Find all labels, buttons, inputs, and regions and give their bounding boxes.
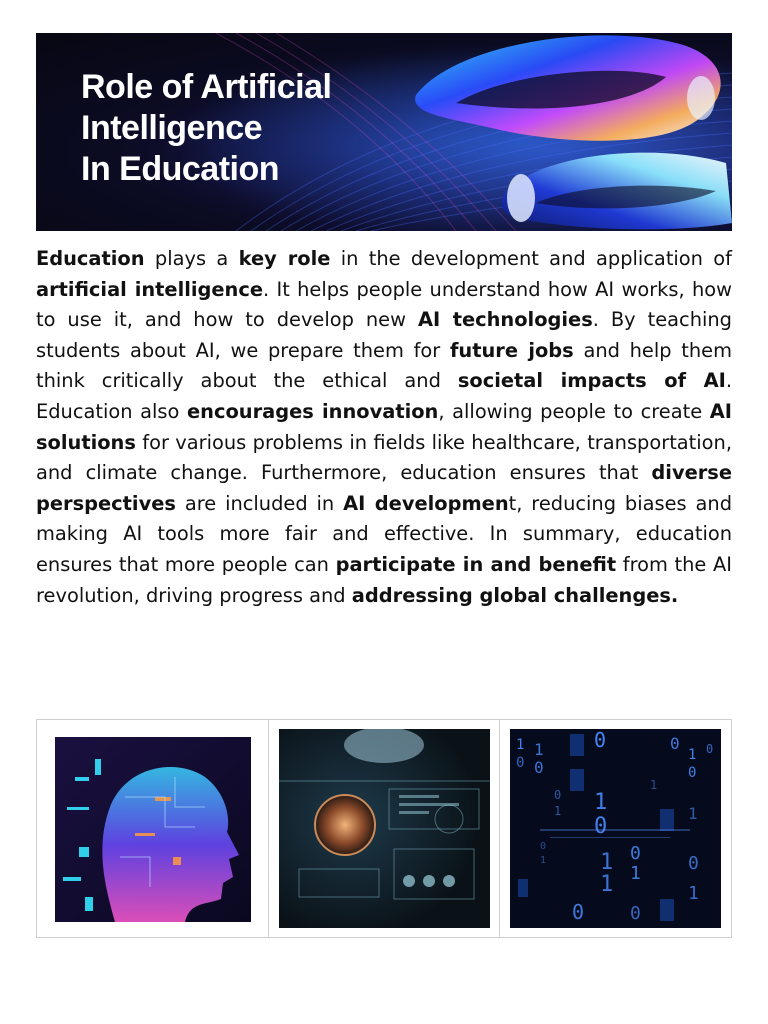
svg-text:0: 0 [706, 742, 714, 756]
svg-text:0: 0 [630, 843, 642, 864]
image-gallery [36, 719, 732, 938]
svg-text:0: 0 [594, 729, 607, 752]
svg-text:1: 1 [540, 855, 547, 866]
svg-text:0: 0 [688, 765, 697, 781]
text-segment: . Education also [36, 369, 732, 423]
svg-text:1: 1 [600, 872, 614, 897]
svg-text:1: 1 [534, 740, 544, 759]
svg-text:1: 1 [688, 804, 698, 823]
text-segment: future jobs [449, 338, 574, 362]
gallery-cell [500, 720, 731, 937]
page-title [81, 67, 331, 190]
text-segment: t, reducing biases and making AI tools more fair and effective. In summary, education ensures that more people can [36, 491, 732, 576]
svg-text:1: 1 [688, 883, 700, 904]
gallery-cell [37, 720, 269, 937]
binary-code-image [510, 729, 721, 928]
svg-text:0: 0 [534, 758, 544, 777]
svg-text:0: 0 [670, 734, 680, 753]
svg-text:1: 1 [630, 863, 642, 884]
title-line-3: In Education [81, 150, 279, 188]
svg-text:1: 1 [594, 790, 608, 815]
article-paragraph [36, 244, 732, 611]
text-segment: participate in and benefit [335, 552, 617, 576]
text-segment: societal impacts of AI [457, 369, 726, 393]
svg-text:0: 0 [554, 788, 562, 802]
svg-text:1: 1 [650, 778, 658, 792]
title-line-1: Role of Artificial [81, 68, 332, 106]
text-segment: plays a [144, 247, 239, 270]
text-segment: are included in [175, 491, 344, 515]
svg-text:0: 0 [594, 814, 608, 839]
text-segment: AI technologies [417, 308, 593, 332]
svg-text:0: 0 [688, 853, 700, 874]
text-segment: in the development and application of [330, 247, 732, 270]
text-segment: diverse perspectives [36, 461, 732, 515]
text-segment: addressing global challenges. [351, 583, 679, 607]
svg-text:0: 0 [516, 755, 525, 771]
title-line-2: Intelligence [81, 109, 263, 147]
text-segment: , allowing people to create [438, 399, 710, 423]
text-segment: . It helps people understand how AI works, how to use it, and how to develop new [36, 277, 732, 332]
text-segment: artificial intelligence [36, 277, 264, 301]
gallery-cell [269, 720, 501, 937]
text-segment: AI solutions [36, 399, 732, 454]
text-segment: and help them think critically about the ethical and [36, 338, 732, 393]
svg-text:0: 0 [572, 900, 585, 924]
text-segment: for various problems in fields like healthcare, transportation, and climate change. Furthermore, education ensures that [36, 430, 732, 485]
text-segment: Education [36, 247, 145, 270]
ai-head-profile-image [55, 737, 251, 922]
svg-text:1: 1 [516, 737, 525, 753]
header-banner [36, 33, 732, 231]
svg-text:0: 0 [540, 841, 547, 852]
text-segment: . By teaching students about AI, we prepare them for [36, 308, 732, 362]
ai-brain-dashboard-image [279, 729, 490, 928]
svg-text:1: 1 [554, 804, 562, 818]
svg-text:1: 1 [688, 747, 697, 763]
svg-text:1: 1 [600, 850, 614, 875]
text-segment: key role [238, 247, 331, 270]
text-segment: AI developmen [343, 491, 509, 515]
svg-text:0: 0 [630, 903, 642, 924]
text-segment: from the AI revolution, driving progress and [36, 552, 732, 607]
text-segment: encourages innovation [187, 399, 439, 423]
